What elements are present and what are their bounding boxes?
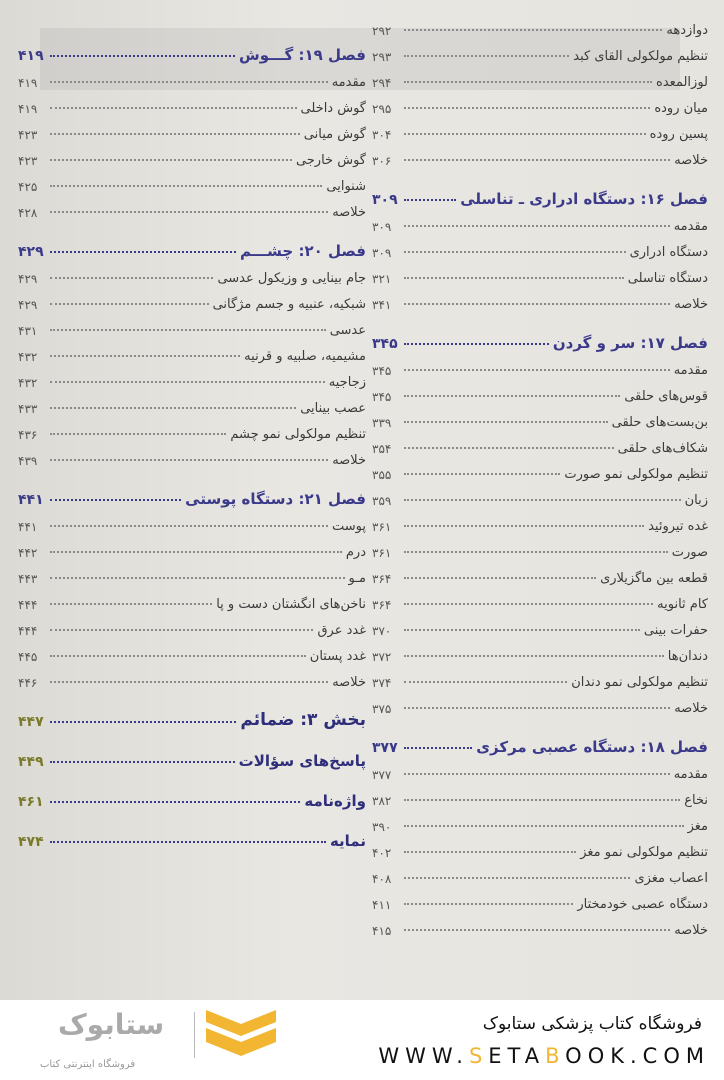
entry-title: زجاجیه	[328, 375, 366, 390]
page-number: ۴۳۱	[18, 324, 38, 338]
page-number: ۳۵۴	[372, 442, 392, 456]
page-number: ۳۴۵	[372, 364, 392, 378]
page-number: ۳۶۱	[372, 546, 392, 560]
toc-entry[interactable]	[18, 390, 366, 416]
page-number: ۴۴۹	[18, 754, 44, 770]
entry-title: شکاف‌های حلقی	[617, 441, 708, 456]
toc-entry[interactable]	[372, 456, 708, 482]
entry-title: دستگاه ادراری	[629, 245, 708, 260]
toc-entry[interactable]	[18, 664, 366, 690]
toc-entry[interactable]	[372, 782, 708, 808]
entry-title: مقدمه	[673, 219, 708, 234]
page-number: ۳۴۱	[372, 298, 392, 312]
toc-entry[interactable]	[18, 286, 366, 312]
entry-title: مـو	[348, 571, 366, 586]
dot-leader	[50, 459, 328, 461]
dot-leader	[404, 851, 576, 853]
dot-leader	[404, 277, 624, 279]
page-number: ۲۹۳	[372, 50, 392, 64]
page-number: ۴۲۵	[18, 180, 38, 194]
page-number: ۴۱۹	[18, 76, 38, 90]
dot-leader	[404, 929, 670, 931]
page-number: ۳۴۵	[372, 336, 398, 352]
entry-title: مشیمیه، صلبیه و قرنیه	[244, 349, 366, 364]
page-number: ۴۳۹	[18, 454, 38, 468]
dot-leader	[404, 655, 664, 657]
entry-title: شبکیه، عنبیه و جسم مژگانی	[212, 297, 366, 312]
entry-title: دندان‌ها	[667, 649, 708, 664]
toc-entry[interactable]	[18, 442, 366, 468]
page-number: ۴۲۸	[18, 206, 38, 220]
page-number: ۳۰۹	[372, 220, 392, 234]
dot-leader	[404, 525, 644, 527]
page-number: ۴۴۴	[18, 624, 38, 638]
dot-leader	[404, 395, 620, 397]
entry-title: گوش میانی	[303, 127, 366, 142]
page-number: ۳۷۰	[372, 624, 392, 638]
toc-entry[interactable]	[372, 234, 708, 260]
toc-entry[interactable]	[372, 482, 708, 508]
toc-entry[interactable]	[18, 194, 366, 220]
store-logo	[28, 1008, 278, 1054]
toc-chapter-heading[interactable]	[372, 174, 708, 208]
toc-entry[interactable]	[372, 378, 708, 404]
page-number: ۳۵۹	[372, 494, 392, 508]
toc-entry[interactable]	[372, 534, 708, 560]
page-number: ۲۹۵	[372, 102, 392, 116]
dot-leader	[50, 525, 328, 527]
dot-leader	[50, 159, 292, 161]
toc-entry[interactable]	[372, 612, 708, 638]
dot-leader	[50, 629, 313, 631]
page-number: ۴۰۸	[372, 872, 392, 886]
toc-entry[interactable]	[372, 638, 708, 664]
toc-entry[interactable]	[18, 116, 366, 142]
page-number: ۴۳۲	[18, 350, 38, 364]
page-number: ۴۴۱	[18, 492, 44, 508]
page-number: ۴۰۲	[372, 846, 392, 860]
dot-leader	[50, 551, 342, 553]
dot-leader	[404, 773, 670, 775]
dot-leader	[404, 225, 670, 227]
dot-leader	[404, 447, 614, 449]
dot-leader	[404, 29, 662, 31]
page-number: ۴۴۴	[18, 598, 38, 612]
toc-entry[interactable]	[372, 430, 708, 456]
toc-entry[interactable]	[372, 286, 708, 312]
dot-leader	[50, 133, 300, 135]
dot-leader	[404, 133, 646, 135]
toc-entry[interactable]	[372, 586, 708, 612]
page-number: ۳۸۲	[372, 794, 392, 808]
page-number: ۳۴۵	[372, 390, 392, 404]
page-number: ۲۹۲	[372, 24, 392, 38]
page-number: ۳۷۵	[372, 702, 392, 716]
page-number: ۴۴۶	[18, 676, 38, 690]
page-number: ۳۶۱	[372, 520, 392, 534]
dot-leader	[404, 799, 680, 801]
entry-title: قطعه بین ماگزیلاری	[600, 571, 708, 586]
entry-title: گوش خارجی	[295, 153, 366, 168]
page-number: ۳۰۴	[372, 128, 392, 142]
logo-divider	[194, 1012, 195, 1058]
page-number: ۴۲۹	[18, 272, 38, 286]
toc-entry[interactable]	[372, 834, 708, 860]
entry-title: زبان	[684, 493, 708, 508]
toc-entry[interactable]	[18, 560, 366, 586]
entry-title: کام ثانویه	[657, 597, 708, 612]
toc-entry[interactable]	[372, 508, 708, 534]
entry-title: واژه‌نامه	[304, 792, 366, 810]
entry-title: عصب بینایی	[300, 401, 366, 416]
entry-title: دستگاه عصبی خودمختار	[577, 897, 708, 912]
entry-title: نمایه	[329, 832, 366, 850]
toc-part-heading[interactable]	[18, 696, 366, 730]
dot-leader	[404, 55, 569, 57]
toc-entry[interactable]	[18, 586, 366, 612]
toc-entry[interactable]	[372, 64, 708, 90]
dot-leader	[50, 303, 209, 305]
page-number: ۴۲۳	[18, 128, 38, 142]
toc-entry[interactable]	[18, 64, 366, 90]
dot-leader	[50, 81, 328, 83]
page-number: ۴۶۱	[18, 794, 44, 810]
entry-title: غدد عرق	[317, 623, 366, 638]
page-number: ۴۲۳	[18, 154, 38, 168]
dot-leader	[404, 747, 472, 749]
page-number: ۴۴۵	[18, 650, 38, 664]
store-url[interactable]: WWW.SETABOOK.COM	[378, 1044, 710, 1068]
entry-title: ناخن‌های انگشتان دست و پا	[216, 597, 366, 612]
toc-part-heading[interactable]	[18, 736, 366, 770]
dot-leader	[404, 603, 653, 605]
toc-entry[interactable]	[18, 168, 366, 194]
dot-leader	[50, 55, 235, 57]
entry-title: پاسخ‌های سؤالات	[238, 752, 366, 770]
toc-part-heading[interactable]	[18, 816, 366, 850]
toc-entry[interactable]	[18, 638, 366, 664]
page-number: ۴۳۶	[18, 428, 38, 442]
dot-leader	[50, 761, 235, 763]
dot-leader	[50, 655, 306, 657]
page-number: ۴۱۱	[372, 898, 392, 912]
page-number: ۴۱۹	[18, 48, 44, 64]
entry-title: تنظیم مولکولی نمو صورت	[564, 467, 708, 482]
dot-leader	[50, 211, 328, 213]
page-number: ۴۴۳	[18, 572, 38, 586]
toc-entry[interactable]	[372, 90, 708, 116]
toc-entry[interactable]	[372, 860, 708, 886]
dot-leader	[404, 499, 681, 501]
toc-entry[interactable]	[18, 90, 366, 116]
toc-chapter-heading[interactable]	[18, 474, 366, 508]
toc-entry[interactable]	[18, 312, 366, 338]
toc-entry[interactable]	[372, 404, 708, 430]
page-number: ۳۹۰	[372, 820, 392, 834]
entry-title: غده تیروئید	[648, 519, 708, 534]
dot-leader	[50, 603, 212, 605]
dot-leader	[50, 251, 236, 253]
toc-entry[interactable]	[372, 38, 708, 64]
dot-leader	[50, 355, 240, 357]
toc-entry[interactable]	[372, 352, 708, 378]
toc-entry[interactable]	[18, 508, 366, 534]
toc-chapter-heading[interactable]	[372, 722, 708, 756]
toc-entry[interactable]	[372, 808, 708, 834]
dot-leader	[50, 407, 296, 409]
entry-title: حفرات بینی	[643, 623, 708, 638]
entry-title: پسین روده	[649, 127, 708, 142]
entry-title: درم	[345, 545, 366, 560]
dot-leader	[50, 185, 322, 187]
logo-subtitle: فروشگاه اینترنتی کتاب	[40, 1059, 136, 1070]
entry-title: خلاصه	[674, 923, 708, 938]
dot-leader	[404, 251, 626, 253]
entry-title: لوزالمعده	[656, 75, 708, 90]
entry-title: مغز	[687, 819, 708, 834]
page-number: ۳۶۴	[372, 572, 392, 586]
dot-leader	[50, 499, 181, 501]
page-number: ۳۷۴	[372, 676, 392, 690]
dot-leader	[404, 81, 652, 83]
page-number: ۳۷۲	[372, 650, 392, 664]
entry-title: مقدمه	[331, 75, 366, 90]
dot-leader	[50, 277, 213, 279]
entry-title: میان روده	[654, 101, 708, 116]
dot-leader	[404, 159, 670, 161]
entry-title: خلاصه	[674, 297, 708, 312]
page-number: ۴۳۲	[18, 376, 38, 390]
entry-title: شنوایی	[326, 179, 366, 194]
dot-leader	[404, 107, 650, 109]
toc-entry[interactable]	[372, 664, 708, 690]
page-number: ۴۳۳	[18, 402, 38, 416]
toc-entry[interactable]	[372, 756, 708, 782]
toc-chapter-heading[interactable]	[18, 30, 366, 64]
entry-title: فصل ۲۰: چشـــم	[240, 242, 366, 260]
page-number: ۲۹۴	[372, 76, 392, 90]
toc-part-heading[interactable]	[18, 776, 366, 810]
page-number: ۴۴۱	[18, 520, 38, 534]
dot-leader	[404, 551, 668, 553]
dot-leader	[404, 421, 608, 423]
entry-title: خلاصه	[674, 153, 708, 168]
toc-chapter-heading[interactable]	[372, 318, 708, 352]
page-number: ۴۱۵	[372, 924, 392, 938]
dot-leader	[404, 473, 560, 475]
dot-leader	[404, 369, 670, 371]
dot-leader	[404, 629, 640, 631]
entry-title: دوازدهه	[666, 23, 708, 38]
entry-title: مقدمه	[673, 363, 708, 378]
entry-title: فصل ۱۸: دستگاه عصبی مرکزی	[476, 738, 708, 756]
entry-title: صورت	[671, 545, 708, 560]
toc-entry[interactable]	[372, 886, 708, 912]
entry-title: فصل ۱۷: سر و گردن	[552, 334, 708, 352]
page-number: ۳۰۶	[372, 154, 392, 168]
page-number: ۳۰۹	[372, 192, 398, 208]
toc-entry[interactable]	[18, 142, 366, 168]
entry-title: خلاصه	[332, 205, 366, 220]
page-number: ۳۳۹	[372, 416, 392, 430]
dot-leader	[404, 877, 630, 879]
dot-leader	[50, 107, 297, 109]
toc-entry[interactable]	[18, 534, 366, 560]
chevron-logo-icon	[206, 1010, 276, 1062]
toc-entry[interactable]	[372, 208, 708, 234]
entry-title: مقدمه	[673, 767, 708, 782]
page-number: ۴۴۲	[18, 546, 38, 560]
entry-title: عدسی	[329, 323, 366, 338]
dot-leader	[404, 681, 567, 683]
entry-title: جام بینایی و وزیکول عدسی	[217, 271, 366, 286]
entry-title: تنظیم مولکولی نمو چشم	[230, 427, 366, 442]
toc-right-column	[372, 12, 708, 938]
toc-chapter-heading[interactable]	[18, 226, 366, 260]
entry-title: تنظیم مولکولی القای کبد	[573, 49, 708, 64]
toc-entry[interactable]	[18, 338, 366, 364]
toc-entry[interactable]	[18, 364, 366, 390]
entry-title: فصل ۱۹: گـــوش	[239, 46, 366, 64]
toc-entry[interactable]	[372, 560, 708, 586]
page-number: ۳۲۱	[372, 272, 392, 286]
entry-title: خلاصه	[332, 675, 366, 690]
dot-leader	[50, 801, 300, 803]
toc-left-column	[18, 30, 366, 850]
page-number: ۳۵۵	[372, 468, 392, 482]
dot-leader	[50, 681, 328, 683]
entry-title: فصل ۲۱: دستگاه پوستی	[185, 490, 366, 508]
dot-leader	[50, 577, 345, 579]
logo-text: ستابوک	[58, 1008, 165, 1041]
page-number: ۴۴۷	[18, 714, 44, 730]
entry-title: خلاصه	[674, 701, 708, 716]
page-number: ۴۲۹	[18, 244, 44, 260]
dot-leader	[50, 841, 326, 843]
store-title: فروشگاه کتاب پزشکی ستابوک	[482, 1014, 702, 1034]
store-banner	[0, 1000, 724, 1080]
dot-leader	[404, 199, 456, 201]
dot-leader	[404, 903, 573, 905]
entry-title: غدد پستان	[309, 649, 366, 664]
entry-title: بن‌بست‌های حلقی	[611, 415, 708, 430]
dot-leader	[50, 721, 236, 723]
page-number: ۴۲۹	[18, 298, 38, 312]
toc-entry[interactable]	[372, 116, 708, 142]
page-number: ۳۷۷	[372, 768, 392, 782]
entry-title: نخاع	[684, 793, 708, 808]
page-number: ۳۶۴	[372, 598, 392, 612]
entry-title: بخش ۳: ضمائم	[240, 710, 366, 730]
entry-title: تنظیم مولکولی نمو دندان	[571, 675, 708, 690]
dot-leader	[404, 343, 549, 345]
page-number: ۴۷۴	[18, 834, 44, 850]
dot-leader	[404, 825, 684, 827]
toc-entry[interactable]	[18, 260, 366, 286]
toc-entry[interactable]	[18, 416, 366, 442]
page-number: ۴۱۹	[18, 102, 38, 116]
dot-leader	[404, 303, 670, 305]
entry-title: پوست	[332, 519, 366, 534]
dot-leader	[50, 381, 325, 383]
toc-entry[interactable]	[18, 612, 366, 638]
toc-entry[interactable]	[372, 260, 708, 286]
page-number: ۳۷۷	[372, 740, 398, 756]
toc-entry[interactable]	[372, 142, 708, 168]
page-number: ۳۰۹	[372, 246, 392, 260]
entry-title: تنظیم مولکولی نمو مغز	[580, 845, 708, 860]
toc-entry[interactable]	[372, 912, 708, 938]
entry-title: فصل ۱۶: دستگاه ادراری ـ تناسلی	[460, 190, 708, 208]
entry-title: اعصاب مغزی	[634, 871, 708, 886]
toc-entry[interactable]	[372, 690, 708, 716]
toc-entry[interactable]	[372, 12, 708, 38]
entry-title: دستگاه تناسلی	[627, 271, 708, 286]
entry-title: گوش داخلی	[300, 101, 366, 116]
dot-leader	[50, 329, 326, 331]
dot-leader	[404, 577, 596, 579]
dot-leader	[404, 707, 670, 709]
entry-title: خلاصه	[332, 453, 366, 468]
dot-leader	[50, 433, 226, 435]
entry-title: قوس‌های حلقی	[624, 389, 708, 404]
